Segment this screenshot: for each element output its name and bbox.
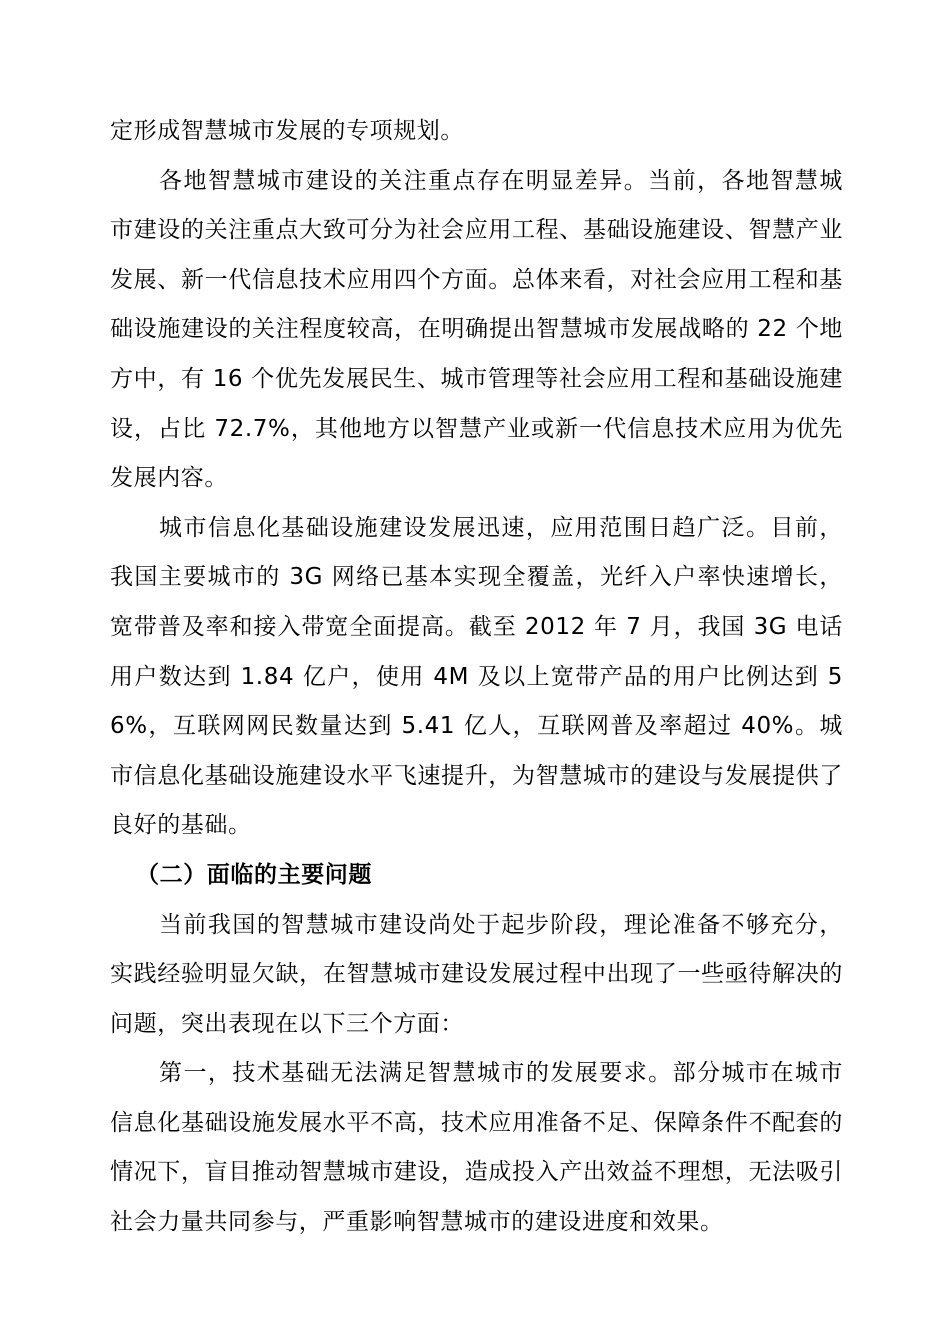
paragraph-problem-one: 第一，技术基础无法满足智慧城市的发展要求。部分城市在城市信息化基础设施发展水平不高，技术应用准备不足、保障条件不配套的情况下，盲目推动智慧城市建设，造成投入产出效益不理想，无法吸引社会力量共同参与，严重影响智慧城市的建设进度和效果。 (110, 1060, 843, 1236)
document-body (110, 107, 843, 1248)
paragraph-main-problems-intro: 当前我国的智慧城市建设尚处于起步阶段，理论准备不够充分，实践经验明显欠缺，在智慧城市建设发展过程中出现了一些亟待解决的问题，突出表现在以下三个方面： (110, 911, 843, 1037)
section-heading: （二）面临的主要问题 (136, 861, 372, 888)
paragraph-continuation: 定形成智慧城市发展的专项规划。 (110, 118, 464, 144)
paragraph-infrastructure-development: 城市信息化基础设施建设发展迅速，应用范围日趋广泛。目前，我国主要城市的 3G 网络已基本实现全覆盖，光纤入户率快速增长，宽带普及率和接入带宽全面提高。截至 2012 年 7 月，我国 3G 电话用户数达到 1.84 亿户，使用 4M 及以上宽带产品的用户比例达到 56%，互联网网民数量达到 5.41 亿人，互联网普及率超过 40%。城市信息化基础设施建设水平飞速提升，为智慧城市的建设与发展提供了良好的基础。 (110, 514, 843, 839)
paragraph-focus-differences: 各地智慧城市建设的关注重点存在明显差异。当前，各地智慧城市建设的关注重点大致可分为社会应用工程、基础设施建设、智慧产业发展、新一代信息技术应用四个方面。总体来看，对社会应用工程和基础设施建设的关注程度较高，在明确提出智慧城市发展战略的 22 个地方中，有 16 个优先发展民生、城市管理等社会应用工程和基础设施建设，占比 72.7%，其他地方以智慧产业或新一代信息技术应用为优先发展内容。 (110, 167, 843, 492)
